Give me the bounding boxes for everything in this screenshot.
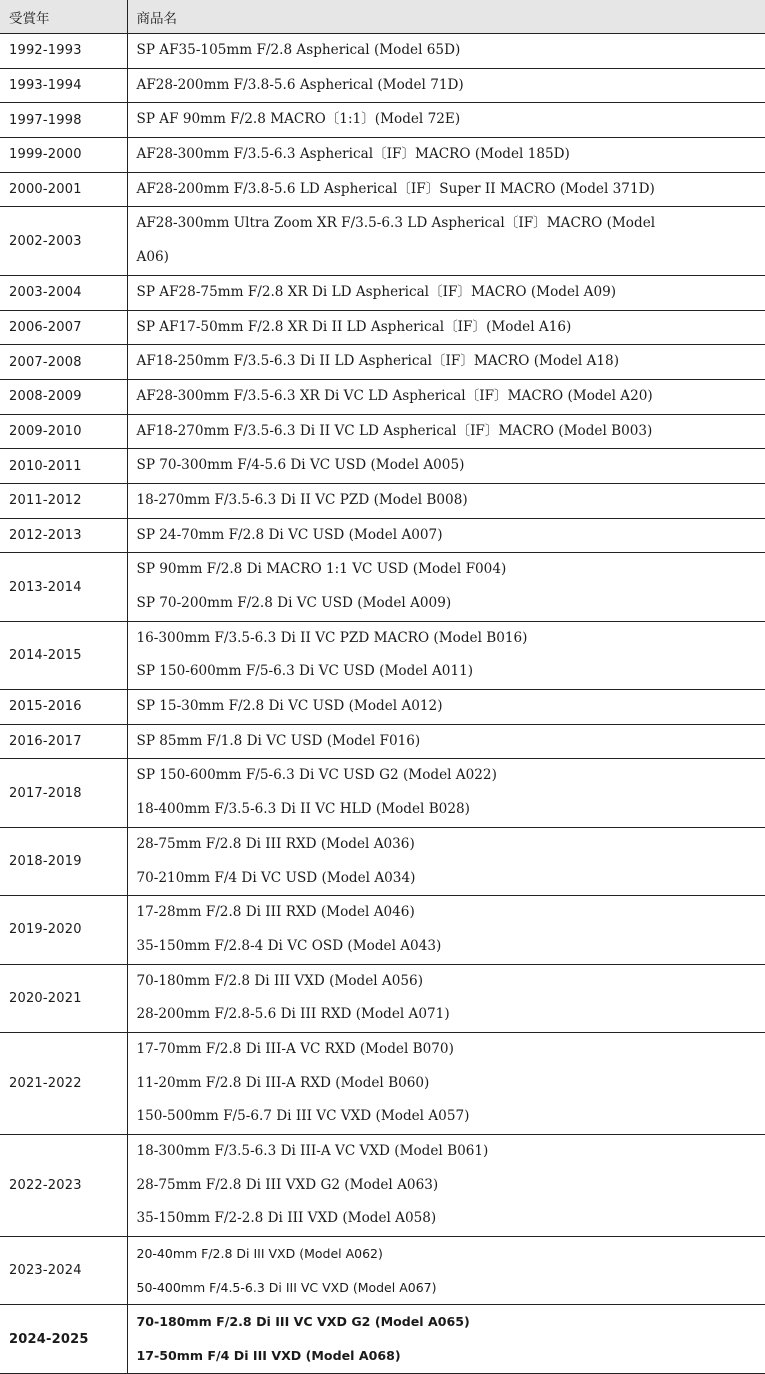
product-name: SP AF35-105mm F/2.8 Aspherical (Model 65D) <box>128 34 765 68</box>
table-header-row <box>0 0 765 34</box>
award-year: 2013-2014 <box>0 580 127 595</box>
product-name: 17-70mm F/2.8 Di III-A VC RXD (Model B070) <box>128 1033 765 1067</box>
product-name: AF28-300mm F/3.5-6.3 XR Di VC LD Aspherical〔IF〕MACRO (Model A20) <box>128 380 765 414</box>
product-name: 35-150mm F/2.8-4 Di VC OSD (Model A043) <box>128 930 765 964</box>
product-name-cell <box>127 103 765 138</box>
award-year-cell <box>0 275 127 310</box>
product-name-cell <box>127 449 765 484</box>
award-year-cell <box>0 1237 127 1305</box>
award-year: 2002-2003 <box>0 234 127 249</box>
award-year-cell <box>0 1135 127 1237</box>
product-name: 18-270mm F/3.5-6.3 Di II VC PZD (Model B008) <box>128 484 765 518</box>
product-name: AF18-270mm F/3.5-6.3 Di II VC LD Aspherical〔IF〕MACRO (Model B003) <box>128 415 765 449</box>
table-row <box>0 483 765 518</box>
product-name: 17-28mm F/2.8 Di III RXD (Model A046) <box>128 896 765 930</box>
award-year-cell <box>0 207 127 275</box>
table-row <box>0 449 765 484</box>
table-row <box>0 345 765 380</box>
award-year: 2017-2018 <box>0 786 127 801</box>
product-name: 70-210mm F/4 Di VC USD (Model A034) <box>128 862 765 896</box>
product-name: AF28-200mm F/3.8-5.6 LD Aspherical〔IF〕Super II MACRO (Model 371D) <box>128 173 765 207</box>
award-year-cell <box>0 724 127 759</box>
product-name: SP AF17-50mm F/2.8 XR Di II LD Aspherical〔IF〕(Model A16) <box>128 311 765 345</box>
awards-table-body <box>0 34 765 1374</box>
product-name-cell <box>127 690 765 725</box>
award-year-cell <box>0 310 127 345</box>
table-row <box>0 827 765 895</box>
award-year-cell <box>0 103 127 138</box>
product-name: SP AF 90mm F/2.8 MACRO〔1:1〕(Model 72E) <box>128 103 765 137</box>
product-name-cell <box>127 759 765 827</box>
award-year: 2024-2025 <box>0 1332 127 1347</box>
product-name-cell <box>127 1135 765 1237</box>
table-row <box>0 379 765 414</box>
product-name: 28-200mm F/2.8-5.6 Di III RXD (Model A071) <box>128 998 765 1032</box>
product-name: 70-180mm F/2.8 Di III VC VXD G2 (Model A065) <box>128 1305 765 1339</box>
table-row <box>0 1305 765 1373</box>
product-name-cell <box>127 827 765 895</box>
product-column-header: 商品名 <box>127 0 765 34</box>
award-year-cell <box>0 1305 127 1373</box>
product-name-cell <box>127 414 765 449</box>
product-name-cell <box>127 483 765 518</box>
award-year: 2015-2016 <box>0 699 127 714</box>
product-name-cell <box>127 345 765 380</box>
product-name: AF18-250mm F/3.5-6.3 Di II LD Aspherical〔IF〕MACRO (Model A18) <box>128 345 765 379</box>
table-row <box>0 518 765 553</box>
table-row <box>0 553 765 621</box>
year-column-header: 受賞年 <box>0 0 127 34</box>
product-name: AF28-200mm F/3.8-5.6 Aspherical (Model 71D) <box>128 69 765 103</box>
table-row <box>0 172 765 207</box>
award-year: 2003-2004 <box>0 285 127 300</box>
award-year-cell <box>0 34 127 69</box>
award-year-cell <box>0 553 127 621</box>
table-row <box>0 34 765 69</box>
award-year: 1997-1998 <box>0 113 127 128</box>
award-year-cell <box>0 1032 127 1134</box>
product-name: AF28-300mm Ultra Zoom XR F/3.5-6.3 LD Aspherical〔IF〕MACRO (Model <box>128 207 765 241</box>
product-name: SP AF28-75mm F/2.8 XR Di LD Aspherical〔IF〕MACRO (Model A09) <box>128 276 765 310</box>
product-name: 28-75mm F/2.8 Di III VXD G2 (Model A063) <box>128 1169 765 1203</box>
product-name: 16-300mm F/3.5-6.3 Di II VC PZD MACRO (Model B016) <box>128 622 765 656</box>
product-name-cell <box>127 553 765 621</box>
award-year: 2016-2017 <box>0 734 127 749</box>
product-name-cell <box>127 34 765 69</box>
table-row <box>0 964 765 1032</box>
table-row <box>0 207 765 275</box>
table-row <box>0 621 765 689</box>
award-year-cell <box>0 518 127 553</box>
award-year-cell <box>0 483 127 518</box>
product-name: SP 15-30mm F/2.8 Di VC USD (Model A012) <box>128 690 765 724</box>
product-name: 17-50mm F/4 Di III VXD (Model A068) <box>128 1339 765 1373</box>
product-name: 35-150mm F/2-2.8 Di III VXD (Model A058) <box>128 1202 765 1236</box>
product-name: 50-400mm F/4.5-6.3 Di III VC VXD (Model A067) <box>128 1271 765 1305</box>
award-year: 2022-2023 <box>0 1178 127 1193</box>
award-year: 2009-2010 <box>0 424 127 439</box>
table-row <box>0 724 765 759</box>
product-name-cell <box>127 138 765 173</box>
award-year: 2020-2021 <box>0 991 127 1006</box>
award-year-cell <box>0 621 127 689</box>
table-row <box>0 1237 765 1305</box>
product-name: 20-40mm F/2.8 Di III VXD (Model A062) <box>128 1237 765 1271</box>
award-year-cell <box>0 172 127 207</box>
award-year: 2019-2020 <box>0 922 127 937</box>
award-year-cell <box>0 827 127 895</box>
table-row <box>0 690 765 725</box>
product-name: SP 150-600mm F/5-6.3 Di VC USD G2 (Model A022) <box>128 759 765 793</box>
award-year-cell <box>0 896 127 964</box>
product-name: SP 24-70mm F/2.8 Di VC USD (Model A007) <box>128 519 765 553</box>
table-row <box>0 103 765 138</box>
product-name: SP 70-200mm F/2.8 Di VC USD (Model A009) <box>128 587 765 621</box>
table-row <box>0 138 765 173</box>
product-name: SP 150-600mm F/5-6.3 Di VC USD (Model A011) <box>128 655 765 689</box>
product-name-cell <box>127 964 765 1032</box>
award-year: 1992-1993 <box>0 43 127 58</box>
product-name: 28-75mm F/2.8 Di III RXD (Model A036) <box>128 828 765 862</box>
product-name: 18-400mm F/3.5-6.3 Di II VC HLD (Model B028) <box>128 793 765 827</box>
table-row <box>0 414 765 449</box>
product-name: 150-500mm F/5-6.7 Di III VC VXD (Model A057) <box>128 1100 765 1134</box>
product-name-cell <box>127 172 765 207</box>
product-name: 70-180mm F/2.8 Di III VXD (Model A056) <box>128 965 765 999</box>
product-name: 18-300mm F/3.5-6.3 Di III-A VC VXD (Model B061) <box>128 1135 765 1169</box>
award-year: 2000-2001 <box>0 182 127 197</box>
product-name-cell <box>127 896 765 964</box>
table-row <box>0 310 765 345</box>
product-name-cell <box>127 207 765 275</box>
award-year: 2012-2013 <box>0 528 127 543</box>
table-row <box>0 68 765 103</box>
product-name-cell <box>127 621 765 689</box>
product-name-cell <box>127 518 765 553</box>
award-year: 2021-2022 <box>0 1076 127 1091</box>
award-year: 2007-2008 <box>0 355 127 370</box>
product-name-cell <box>127 310 765 345</box>
product-name-cell <box>127 1237 765 1305</box>
table-row <box>0 1135 765 1237</box>
award-year-cell <box>0 964 127 1032</box>
award-year: 2010-2011 <box>0 459 127 474</box>
table-row <box>0 759 765 827</box>
award-year-cell <box>0 449 127 484</box>
table-row <box>0 275 765 310</box>
product-name: SP 85mm F/1.8 Di VC USD (Model F016) <box>128 725 765 759</box>
award-year-cell <box>0 759 127 827</box>
product-name-cell <box>127 379 765 414</box>
award-year-cell <box>0 68 127 103</box>
award-year: 2023-2024 <box>0 1263 127 1278</box>
product-name: 11-20mm F/2.8 Di III-A RXD (Model B060) <box>128 1067 765 1101</box>
award-year: 2018-2019 <box>0 854 127 869</box>
product-name-cell <box>127 1305 765 1373</box>
product-name: A06) <box>128 241 765 275</box>
product-name-cell <box>127 68 765 103</box>
award-year: 2011-2012 <box>0 493 127 508</box>
award-year: 2006-2007 <box>0 320 127 335</box>
product-name-cell <box>127 275 765 310</box>
product-name: SP 90mm F/2.8 Di MACRO 1:1 VC USD (Model F004) <box>128 553 765 587</box>
award-year: 2014-2015 <box>0 648 127 663</box>
table-row <box>0 896 765 964</box>
product-name-cell <box>127 724 765 759</box>
award-year-cell <box>0 414 127 449</box>
award-year-cell <box>0 690 127 725</box>
product-name: AF28-300mm F/3.5-6.3 Aspherical〔IF〕MACRO (Model 185D) <box>128 138 765 172</box>
table-row <box>0 1032 765 1134</box>
award-year: 2008-2009 <box>0 389 127 404</box>
award-year-cell <box>0 345 127 380</box>
award-year-cell <box>0 379 127 414</box>
award-year-cell <box>0 138 127 173</box>
award-year: 1993-1994 <box>0 78 127 93</box>
award-year: 1999-2000 <box>0 147 127 162</box>
product-name: SP 70-300mm F/4-5.6 Di VC USD (Model A005) <box>128 449 765 483</box>
product-name-cell <box>127 1032 765 1134</box>
